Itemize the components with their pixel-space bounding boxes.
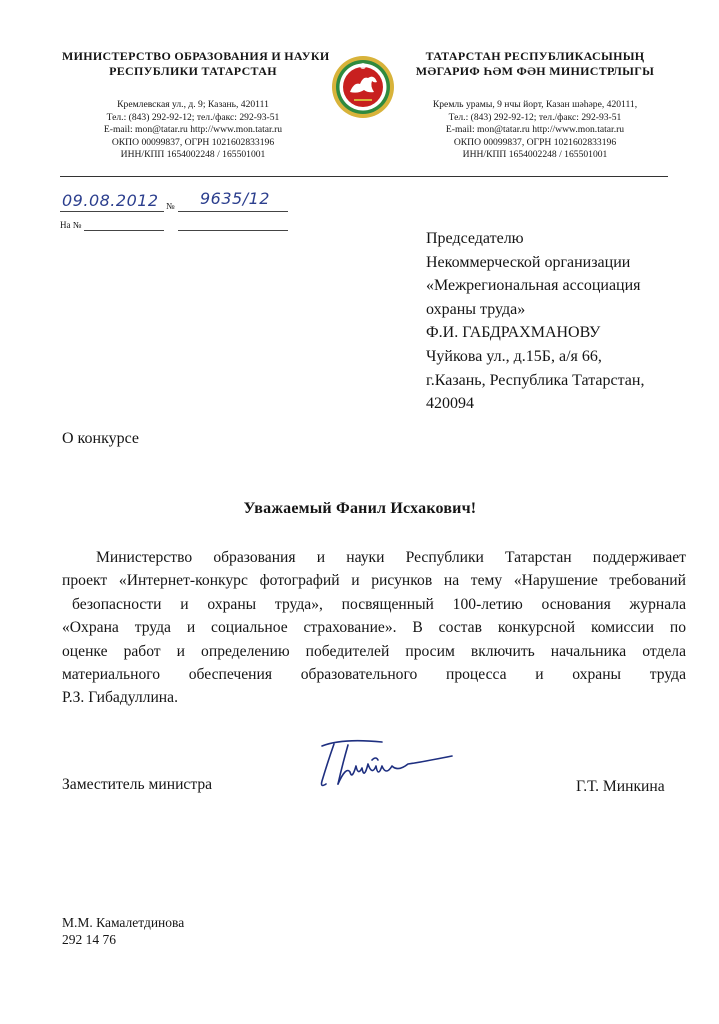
signer-name: Г.Т. Минкина: [576, 778, 665, 795]
ministry-okpo-tt: ОКПО 00099837, ОГРН 1021602833196: [453, 136, 617, 148]
ministry-phone-ru: Тел.: (843) 292-92-12; тел./факс: 292-93-51: [106, 111, 280, 123]
header-right: [404, 49, 666, 162]
ministry-address-ru: Кремлевская ул., д. 9; Казань, 420111: [117, 99, 269, 110]
outgoing-number: 9635/12: [200, 189, 270, 208]
ministry-address-tt: Кремль урамы, 9 нчы йорт, Казан шәһәре, 420111,: [432, 99, 638, 110]
ministry-email-tt: E-mail: mon@tatar.ru http://www.mon.tatar.ru: [445, 124, 625, 136]
ministry-title-ru-line2: РЕСПУБЛИКИ ТАТАРСТАН: [109, 64, 277, 78]
ministry-inn-ru: ИНН/КПП 1654002248 / 165501001: [120, 149, 266, 161]
recipient-line: Председателю: [426, 230, 524, 247]
body-line: проект «Интернет-конкурс фотографий и рисунков на тему «Нарушение требований: [62, 572, 686, 590]
ministry-inn-tt: ИНН/КПП 1654002248 / 165501001: [462, 149, 608, 161]
ministry-email-ru: E-mail: mon@tatar.ru http://www.mon.tatar.ru: [103, 124, 283, 136]
body-line: безопасности и охраны труда», посвященный 100-летию основания журнала: [72, 595, 686, 613]
recipient-line: Чуйкова ул., д.15Б, а/я 66,: [426, 347, 602, 365]
reference-number-underline: [178, 230, 288, 231]
reference-date-underline: [84, 230, 164, 231]
ministry-title-tt-line2: МӘГАРИФ ҺӘМ ФӘН МИНИСТРЛЫГЫ: [415, 64, 655, 78]
tatarstan-coat-of-arms-icon: [330, 52, 396, 122]
body-line: Р.З. Гибадуллина.: [62, 689, 178, 707]
handwritten-signature-icon: [312, 736, 472, 796]
executor-name: М.М. Камалетдинова: [62, 915, 185, 930]
date-underline: [60, 211, 164, 212]
body-line: материального обеспечения образовательного процесса и охраны труда: [62, 665, 686, 683]
recipient-line: 420094: [426, 395, 474, 413]
number-label: №: [166, 201, 175, 211]
salutation: Уважаемый Фанил Исхакович!: [243, 500, 477, 517]
recipient-line: «Межрегиональная ассоциация: [426, 277, 641, 295]
body-line: «Охрана труда и социальное страхование». В состав конкурсной комиссии по: [62, 619, 686, 637]
recipient-line: г.Казань, Республика Татарстан,: [426, 371, 645, 389]
number-underline: [178, 211, 288, 212]
header-left: [62, 49, 330, 162]
recipient-line: охраны труда»: [426, 300, 526, 318]
ministry-title-ru-line1: МИНИСТЕРСТВО ОБРАЗОВАНИЯ И НАУКИ: [62, 49, 330, 63]
ministry-okpo-ru: ОКПО 00099837, ОГРН 1021602833196: [111, 136, 275, 148]
header-divider: [60, 176, 668, 177]
executor-phone: 292 14 76: [62, 932, 116, 947]
recipient-line: Ф.И. ГАБДРАХМАНОВУ: [426, 324, 601, 342]
signer-position: Заместитель министра: [62, 776, 213, 793]
recipient-line: Некоммерческой организации: [426, 253, 631, 271]
letter-subject: О конкурсе: [62, 430, 140, 447]
outgoing-date: 09.08.2012: [62, 191, 159, 210]
recipient-block: [426, 227, 644, 416]
ministry-phone-tt: Тел.: (843) 292-92-12; тел./факс: 292-93-51: [448, 111, 622, 123]
body-line: Министерство образования и науки Республики Татарстан поддерживает: [96, 549, 686, 566]
ministry-title-tt-line1: ТАТАРСТАН РЕСПУБЛИКАСЫНЫҢ: [425, 49, 645, 63]
reference-label: На №: [60, 220, 82, 230]
letter-body: [62, 546, 686, 710]
body-line: оценке работ и определению победителей просим включить начальника отдела: [62, 642, 686, 660]
